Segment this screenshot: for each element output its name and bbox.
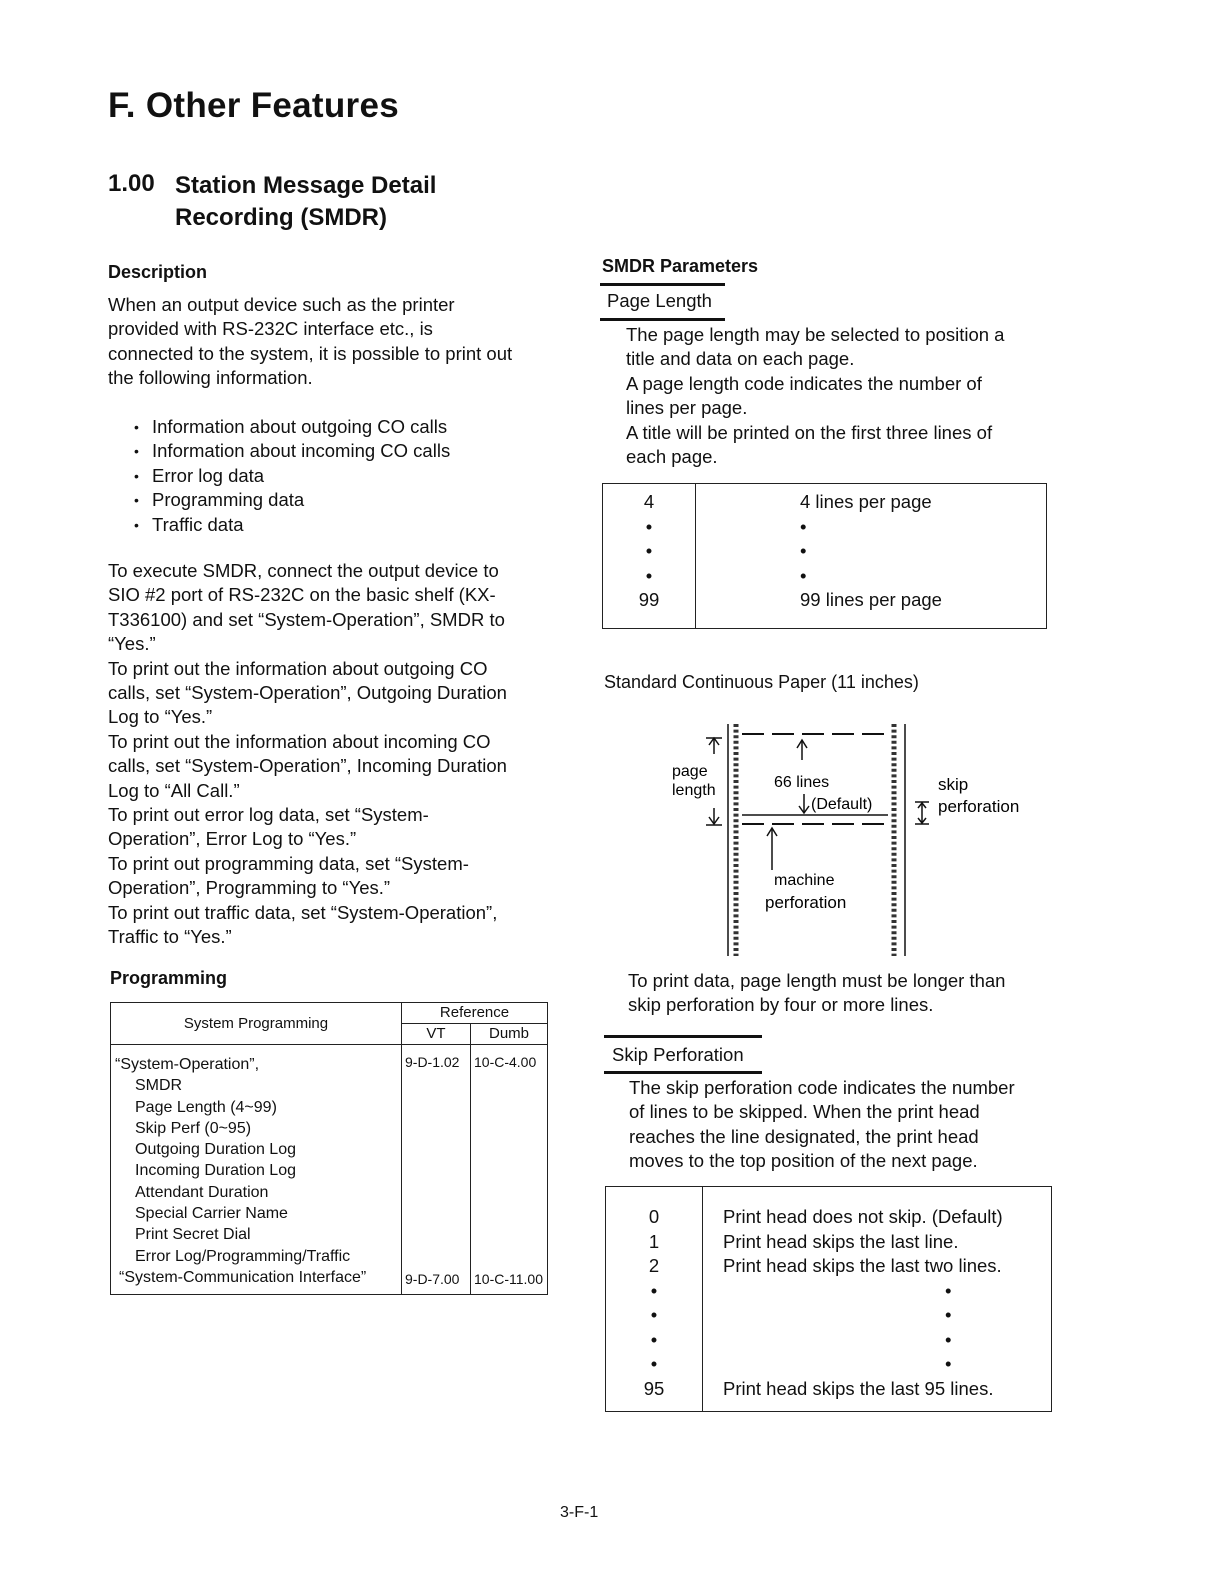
instruction-line: SIO #2 port of RS-232C on the basic shelf (KX- <box>108 584 496 606</box>
programming-item: “System-Communication Interface” <box>119 1268 367 1286</box>
continuous-paper-diagram <box>660 720 1040 960</box>
skip-tab-underline <box>604 1071 762 1074</box>
code-value: • <box>650 1304 658 1325</box>
description-intro <box>108 293 558 391</box>
skip-line: of lines to be skipped. When the print head <box>629 1101 980 1123</box>
section-number: 1.00 <box>108 170 155 197</box>
instruction-line: calls, set “System-Operation”, Outgoing Duration <box>108 682 507 704</box>
note-line: To print data, page length must be longer than <box>628 970 1006 991</box>
programming-item: Skip Perf (0~95) <box>135 1119 252 1137</box>
programming-item: “System-Operation”, <box>115 1056 260 1073</box>
code-value: • <box>645 540 653 561</box>
dumb-ref-1: 10-C-4.00 <box>474 1054 537 1070</box>
instruction-line: To print out error log data, set “System- <box>108 804 429 826</box>
diagram-page-label: page <box>672 763 708 780</box>
code-desc: • <box>800 515 807 537</box>
page-length-line: title and data on each page. <box>626 348 855 370</box>
instruction-line: Operation”, Programming to “Yes.” <box>108 877 391 899</box>
code-value: • <box>645 564 653 586</box>
instruction-line: Operation”, Error Log to “Yes.” <box>108 828 357 850</box>
instruction-line: “Yes.” <box>108 633 156 655</box>
code-desc: • <box>945 1304 952 1325</box>
code-desc: • <box>945 1279 952 1301</box>
code-value: 1 <box>648 1230 660 1252</box>
page-length-text <box>626 323 1046 469</box>
vt-ref-1: 9-D-1.02 <box>405 1054 460 1070</box>
page-length-tab-underline <box>600 318 725 321</box>
dumb-ref-cell <box>471 1045 548 1295</box>
code-desc: Print head skips the last two lines. <box>723 1255 1002 1276</box>
code-desc: • <box>800 564 807 586</box>
code-value: 4 <box>643 491 655 512</box>
programming-item: Print Secret Dial <box>135 1226 251 1244</box>
paper-caption: Standard Continuous Paper (11 inches) <box>604 672 919 692</box>
programming-item: SMDR <box>135 1077 183 1095</box>
programming-heading: Programming <box>110 968 228 988</box>
skip-line: The skip perforation code indicates the number <box>629 1077 1015 1098</box>
bullet-item: • Error log data <box>134 464 450 488</box>
page-length-note <box>628 969 1058 1018</box>
bullet-item: • Information about outgoing CO calls <box>134 415 450 439</box>
code-desc: • <box>800 540 807 561</box>
page-length-tab: Page Length <box>607 290 712 311</box>
bullet-item: • Programming data <box>134 488 450 512</box>
bullet-item: • Traffic data <box>134 513 450 537</box>
intro-line: connected to the system, it is possible to print out <box>108 342 513 364</box>
instruction-line: To print out programming data, set “System- <box>108 852 469 874</box>
page-length-line: lines per page. <box>626 397 748 419</box>
code-value: • <box>650 1328 658 1350</box>
programming-item: Error Log/Programming/Traffic <box>135 1247 351 1265</box>
instruction-line: T336100) and set “System-Operation”, SMDR to <box>108 608 505 630</box>
instruction-line: Traffic to “Yes.” <box>108 926 232 948</box>
page-length-line: A page length code indicates the number of <box>626 372 982 394</box>
code-desc: 4 lines per page <box>800 491 932 512</box>
code-value: 99 <box>638 589 660 610</box>
bullet-item: • Information about incoming CO calls <box>134 439 450 463</box>
code-value: • <box>645 515 653 537</box>
diagram-skip-perforation-label: perforation <box>938 797 1020 816</box>
code-value: 95 <box>643 1377 665 1399</box>
intro-line: When an output device such as the printer <box>108 294 455 315</box>
programming-table <box>110 1002 548 1295</box>
page-length-codes <box>603 484 696 629</box>
section-title-line2: Recording (SMDR) <box>175 204 387 231</box>
skip-line: moves to the top position of the next page. <box>629 1150 978 1172</box>
page-length-descs <box>696 484 1047 629</box>
page-length-tab-topline <box>600 283 725 286</box>
programming-item: Special Carrier Name <box>135 1205 288 1223</box>
reference-header: Reference <box>402 1003 548 1024</box>
description-instructions <box>108 559 558 950</box>
skip-descs <box>703 1187 1052 1412</box>
code-value: • <box>650 1353 658 1374</box>
skip-line: reaches the line designated, the print head <box>629 1125 979 1147</box>
instruction-line: To print out the information about outgoing CO <box>108 657 488 679</box>
info-bullet-list <box>134 415 450 537</box>
vt-ref-cell <box>402 1045 471 1295</box>
code-desc: Print head does not skip. (Default) <box>723 1206 1003 1227</box>
system-programming-header: System Programming <box>111 1003 402 1045</box>
code-desc: • <box>945 1353 952 1374</box>
intro-line: the following information. <box>108 367 313 389</box>
instruction-line: calls, set “System-Operation”, Incoming Duration <box>108 755 507 777</box>
instruction-line: Log to “Yes.” <box>108 706 213 728</box>
programming-item: Incoming Duration Log <box>135 1162 296 1180</box>
dumb-ref-2: 10-C-11.00 <box>474 1271 544 1288</box>
page-length-line: A title will be printed on the first three lines of <box>626 421 993 443</box>
diagram-66-lines: 66 lines <box>774 774 830 791</box>
code-value: 0 <box>648 1206 660 1227</box>
instruction-line: To execute SMDR, connect the output device to <box>108 560 499 581</box>
code-value: 2 <box>648 1255 660 1276</box>
code-value: • <box>650 1279 658 1301</box>
code-desc: 99 lines per page <box>800 589 942 610</box>
skip-tab-topline <box>604 1035 762 1038</box>
code-desc: Print head skips the last 95 lines. <box>723 1377 994 1399</box>
diagram-machine-perforation-label: perforation <box>765 893 847 912</box>
diagram-default-label: (Default) <box>811 796 873 813</box>
diagram-length-label: length <box>672 782 716 799</box>
programming-item: Page Length (4~99) <box>135 1098 277 1116</box>
programming-item: Attendant Duration <box>135 1183 269 1201</box>
vt-header: VT <box>402 1024 471 1045</box>
page-length-line: each page. <box>626 446 718 468</box>
skip-perforation-table <box>605 1186 1052 1412</box>
section-title <box>175 170 515 234</box>
diagram-machine-label: machine <box>774 872 835 889</box>
programming-items-cell <box>111 1045 402 1295</box>
section-title-line1: Station Message Detail <box>175 172 437 199</box>
note-line: skip perforation by four or more lines. <box>628 994 934 1016</box>
instruction-line: To print out traffic data, set “System-Operation”, <box>108 901 498 923</box>
page-number: 3-F-1 <box>560 1504 599 1521</box>
code-desc: Print head skips the last line. <box>723 1230 959 1252</box>
code-desc: • <box>945 1328 952 1350</box>
skip-perforation-tab: Skip Perforation <box>612 1044 744 1065</box>
dumb-header: Dumb <box>471 1024 548 1045</box>
instruction-line: To print out the information about incoming CO <box>108 730 491 752</box>
intro-line: provided with RS-232C interface etc., is <box>108 318 433 340</box>
smdr-params-heading: SMDR Parameters <box>602 256 759 276</box>
skip-codes <box>606 1187 703 1412</box>
skip-perforation-text <box>629 1076 1059 1174</box>
vt-ref-2: 9-D-7.00 <box>405 1271 460 1288</box>
instruction-line: Log to “All Call.” <box>108 779 240 801</box>
chapter-title: F. Other Features <box>108 86 400 125</box>
page-length-line: The page length may be selected to position a <box>626 324 1005 345</box>
diagram-skip-label: skip <box>938 775 969 794</box>
description-heading: Description <box>108 262 208 282</box>
page-length-table <box>602 483 1047 629</box>
programming-item: Outgoing Duration Log <box>135 1141 296 1159</box>
